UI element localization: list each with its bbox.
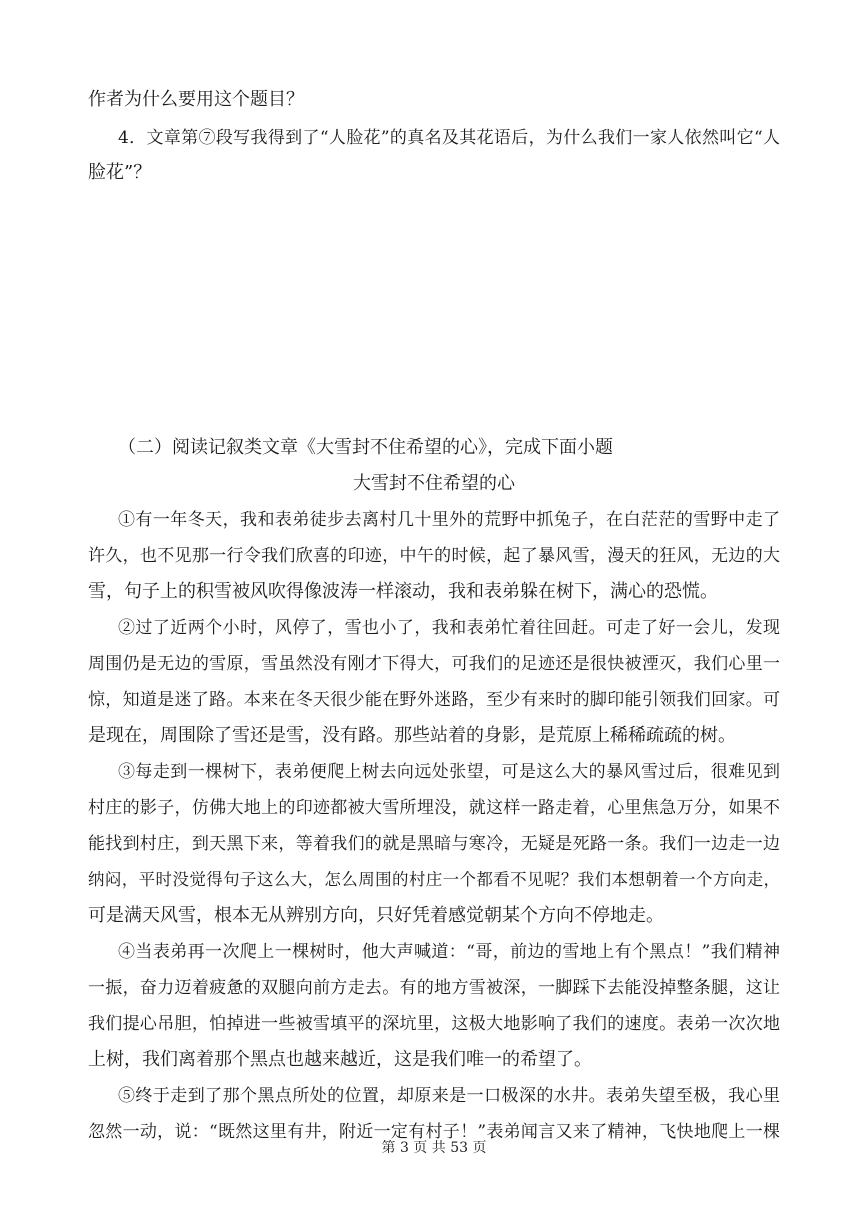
question-4-line-1: 4．文章第⑦段写我得到了“人脸花”的真名及其花语后，为什么我们一家人依然叫它“人 <box>118 128 780 148</box>
paragraph-3-line: ③每走到一棵树下，表弟便爬上树去向远处张望，可是这么大的暴风雪过后，很难见到 <box>118 762 780 782</box>
article-title: 大雪封不住希望的心 <box>353 473 515 494</box>
paragraph-2-line: 周围仍是无边的雪原，雪虽然没有刚才下得大，可我们的足迹还是很快被湮灭，我们心里一 <box>88 654 780 674</box>
paragraph-2-line: 是现在，周围除了雪还是雪，没有路。那些站着的身影，是荒原上稀稀疏疏的树。 <box>88 725 736 746</box>
question-3-tail: 作者为什么要用这个题目？ <box>88 89 304 110</box>
paragraph-1-line: 雪，句子上的积雪被风吹得像波涛一样滚动，我和表弟躲在树下，满心的恐慌。 <box>88 581 718 602</box>
question-4-line-2: 脸花”？ <box>88 162 152 183</box>
paragraph-1-line: ①有一年冬天，我和表弟徒步去离村几十里外的荒野中抓兔子，在白茫茫的雪野中走了 <box>118 510 780 530</box>
paragraph-4-line: 上树，我们离着那个黑点也越来越近，这是我们唯一的希望了。 <box>88 1049 592 1070</box>
paragraph-4-line: 一振，奋力迈着疲惫的双腿向前方走去。有的地方雪被深，一脚踩下去能没掉整条腿，这让 <box>88 978 780 998</box>
paragraph-4-line: ④当表弟再一次爬上一棵树时，他大声喊道：“哥，前边的雪地上有个黑点！”我们精神 <box>118 942 780 962</box>
paragraph-3-line: 可是满天风雪，根本无从辨别方向，只好凭着感觉朝某个方向不停地走。 <box>88 905 664 926</box>
paragraph-2-line: 惊，知道是迷了路。本来在冬天很少能在野外迷路，至少有来时的脚印能引领我们回家。可 <box>88 690 780 710</box>
paragraph-4-line: 我们提心吊胆，怕掉进一些被雪填平的深坑里，这极大地影响了我们的速度。表弟一次次地 <box>88 1014 780 1034</box>
section-2-heading: （二）阅读记叙类文章《大雪封不住希望的心》，完成下面小题 <box>118 437 613 458</box>
paragraph-1-line: 许久，也不见那一行令我们欣喜的印迹，中午的时候，起了暴风雪，漫天的狂风，无边的大 <box>88 546 780 566</box>
paragraph-2-line: ②过了近两个小时，风停了，雪也小了，我和表弟忙着往回赶。可走了好一会儿，发现 <box>118 618 780 638</box>
paragraph-3-line: 纳闷，平时没觉得句子这么大，怎么周围的村庄一个都看不见呢？我们本想朝着一个方向走， <box>88 870 780 889</box>
page-footer: 第 3 页 共 53 页 <box>381 1140 487 1156</box>
paragraph-5-line: 忽然一动，说：“既然这里有井，附近一定有村子！”表弟闻言又来了精神，飞快地爬上一棵 <box>88 1122 780 1142</box>
paragraph-3-line: 能找到村庄，到天黑下来，等着我们的就是黑暗与寒冷，无疑是死路一条。我们一边走一边 <box>88 834 780 854</box>
paragraph-3-line: 村庄的影子，仿佛大地上的印迹都被大雪所埋没，就这样一路走着，心里焦急万分，如果不 <box>88 798 780 818</box>
paragraph-5-line: ⑤终于走到了那个黑点所处的位置，却原来是一口极深的水井。表弟失望至极，我心里 <box>118 1086 780 1106</box>
